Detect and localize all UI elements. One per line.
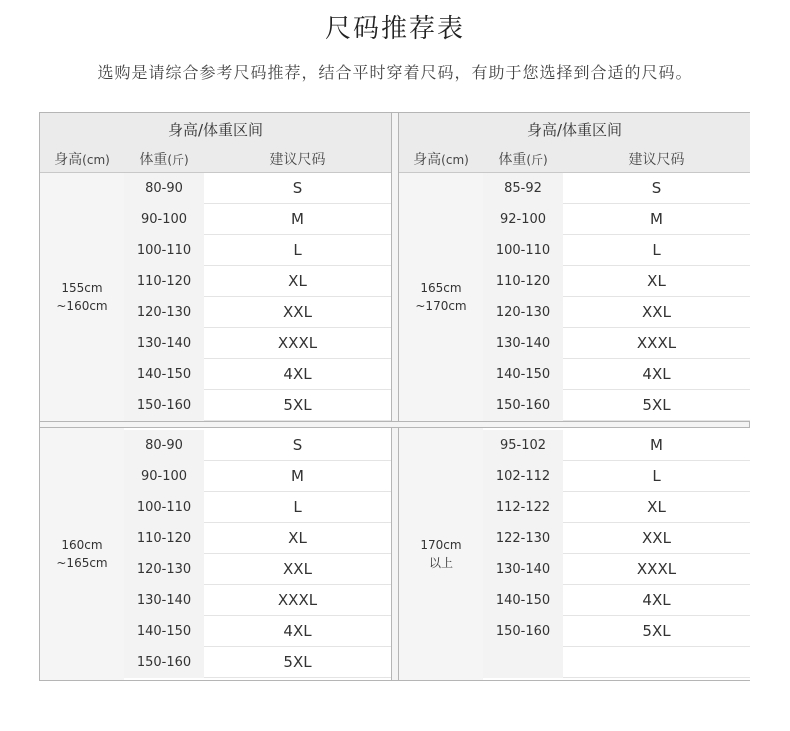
weight-cell: 120-130 bbox=[124, 297, 204, 328]
panel-header bbox=[40, 113, 391, 173]
table-row bbox=[483, 461, 750, 492]
weight-cell: 130-140 bbox=[483, 328, 563, 359]
size-cell: M bbox=[563, 430, 750, 461]
weight-cell: 150-160 bbox=[124, 647, 204, 678]
table-row bbox=[483, 328, 750, 359]
table-row bbox=[483, 430, 750, 461]
table-row bbox=[124, 204, 391, 235]
size-cell: S bbox=[204, 430, 391, 461]
size-cell: M bbox=[204, 461, 391, 492]
weight-cell: 130-140 bbox=[124, 328, 204, 359]
table-row bbox=[124, 585, 391, 616]
weight-cell: 100-110 bbox=[483, 235, 563, 266]
size-chart bbox=[39, 112, 750, 681]
header-size: 建议尺码 bbox=[269, 152, 326, 168]
height-range: 160cm ~165cm bbox=[40, 428, 124, 680]
header-size: 建议尺码 bbox=[628, 152, 685, 168]
weight-cell: 130-140 bbox=[124, 585, 204, 616]
size-cell: XXXL bbox=[204, 328, 391, 359]
table-row bbox=[483, 235, 750, 266]
table-row bbox=[124, 492, 391, 523]
weight-cell: 85-92 bbox=[483, 173, 563, 204]
table-row bbox=[124, 266, 391, 297]
size-cell: 4XL bbox=[563, 585, 750, 616]
header-range-label: 身高/体重区间 bbox=[167, 121, 264, 139]
weight-cell: 120-130 bbox=[124, 554, 204, 585]
header-range-label: 身高/体重区间 bbox=[526, 121, 623, 139]
table-row bbox=[483, 554, 750, 585]
weight-cell: 110-120 bbox=[124, 266, 204, 297]
table-row bbox=[124, 430, 391, 461]
table-row bbox=[483, 647, 750, 678]
table-row bbox=[124, 616, 391, 647]
weight-cell: 100-110 bbox=[124, 235, 204, 266]
panel-header bbox=[399, 113, 750, 173]
table-row bbox=[483, 359, 750, 390]
table-row bbox=[124, 554, 391, 585]
panel-170-up bbox=[399, 428, 750, 680]
size-cell: XXXL bbox=[204, 585, 391, 616]
weight-cell bbox=[483, 647, 563, 678]
weight-cell: 140-150 bbox=[124, 616, 204, 647]
table-row bbox=[483, 523, 750, 554]
weight-cell: 90-100 bbox=[124, 461, 204, 492]
table-row bbox=[124, 461, 391, 492]
table-row bbox=[124, 523, 391, 554]
table-row bbox=[124, 390, 391, 421]
size-cell: 4XL bbox=[204, 616, 391, 647]
weight-cell: 110-120 bbox=[483, 266, 563, 297]
weight-cell: 95-102 bbox=[483, 430, 563, 461]
panel-160-165 bbox=[40, 428, 391, 680]
table-row bbox=[124, 173, 391, 204]
size-cell: XXXL bbox=[563, 554, 750, 585]
size-cell bbox=[563, 647, 750, 678]
header-weight: 体重(斤) bbox=[498, 152, 548, 168]
table-row bbox=[483, 266, 750, 297]
table-row bbox=[483, 390, 750, 421]
size-cell: XXXL bbox=[563, 328, 750, 359]
size-cell: S bbox=[563, 173, 750, 204]
size-cell: 5XL bbox=[204, 647, 391, 678]
size-cell: M bbox=[204, 204, 391, 235]
table-row bbox=[124, 328, 391, 359]
size-cell: 5XL bbox=[563, 616, 750, 647]
table-row bbox=[124, 235, 391, 266]
weight-cell: 90-100 bbox=[124, 204, 204, 235]
size-cell: XXL bbox=[563, 297, 750, 328]
table-row bbox=[483, 297, 750, 328]
size-cell: XXL bbox=[563, 523, 750, 554]
page-subtitle: 选购是请综合参考尺码推荐，结合平时穿着尺码，有助于您选择到合适的尺码。 bbox=[97, 63, 693, 82]
size-cell: M bbox=[563, 204, 750, 235]
weight-cell: 140-150 bbox=[483, 585, 563, 616]
header-weight: 体重(斤) bbox=[139, 152, 189, 168]
weight-cell: 92-100 bbox=[483, 204, 563, 235]
panel-165-170 bbox=[399, 113, 750, 421]
size-cell: 4XL bbox=[563, 359, 750, 390]
weight-cell: 110-120 bbox=[124, 523, 204, 554]
weight-cell: 150-160 bbox=[483, 390, 563, 421]
size-cell: 5XL bbox=[563, 390, 750, 421]
weight-cell: 80-90 bbox=[124, 430, 204, 461]
weight-cell: 102-112 bbox=[483, 461, 563, 492]
weight-cell: 130-140 bbox=[483, 554, 563, 585]
horizontal-divider bbox=[40, 421, 749, 428]
header-height: 身高(cm) bbox=[413, 152, 469, 168]
vertical-divider bbox=[391, 113, 399, 680]
table-row bbox=[124, 359, 391, 390]
table-row bbox=[124, 297, 391, 328]
size-cell: XL bbox=[204, 266, 391, 297]
size-cell: XL bbox=[563, 266, 750, 297]
weight-cell: 150-160 bbox=[124, 390, 204, 421]
weight-cell: 112-122 bbox=[483, 492, 563, 523]
size-cell: 4XL bbox=[204, 359, 391, 390]
size-cell: 5XL bbox=[204, 390, 391, 421]
size-cell: XXL bbox=[204, 554, 391, 585]
table-row bbox=[483, 173, 750, 204]
size-cell: L bbox=[563, 235, 750, 266]
table-row bbox=[483, 492, 750, 523]
height-range: 155cm ~160cm bbox=[40, 173, 124, 421]
weight-cell: 140-150 bbox=[124, 359, 204, 390]
weight-cell: 120-130 bbox=[483, 297, 563, 328]
page-title: 尺码推荐表 bbox=[324, 14, 465, 44]
size-cell: L bbox=[563, 461, 750, 492]
size-cell: S bbox=[204, 173, 391, 204]
weight-cell: 122-130 bbox=[483, 523, 563, 554]
table-row bbox=[483, 204, 750, 235]
weight-cell: 80-90 bbox=[124, 173, 204, 204]
table-row bbox=[483, 616, 750, 647]
header-height: 身高(cm) bbox=[54, 152, 110, 168]
size-cell: XL bbox=[204, 523, 391, 554]
table-row bbox=[124, 647, 391, 678]
weight-cell: 150-160 bbox=[483, 616, 563, 647]
panel-155-160 bbox=[40, 113, 391, 421]
table-row bbox=[483, 585, 750, 616]
size-cell: L bbox=[204, 492, 391, 523]
size-cell: L bbox=[204, 235, 391, 266]
height-range: 165cm ~170cm bbox=[399, 173, 483, 421]
weight-cell: 140-150 bbox=[483, 359, 563, 390]
size-cell: XXL bbox=[204, 297, 391, 328]
weight-cell: 100-110 bbox=[124, 492, 204, 523]
height-range: 170cm 以上 bbox=[399, 428, 483, 680]
size-cell: XL bbox=[563, 492, 750, 523]
